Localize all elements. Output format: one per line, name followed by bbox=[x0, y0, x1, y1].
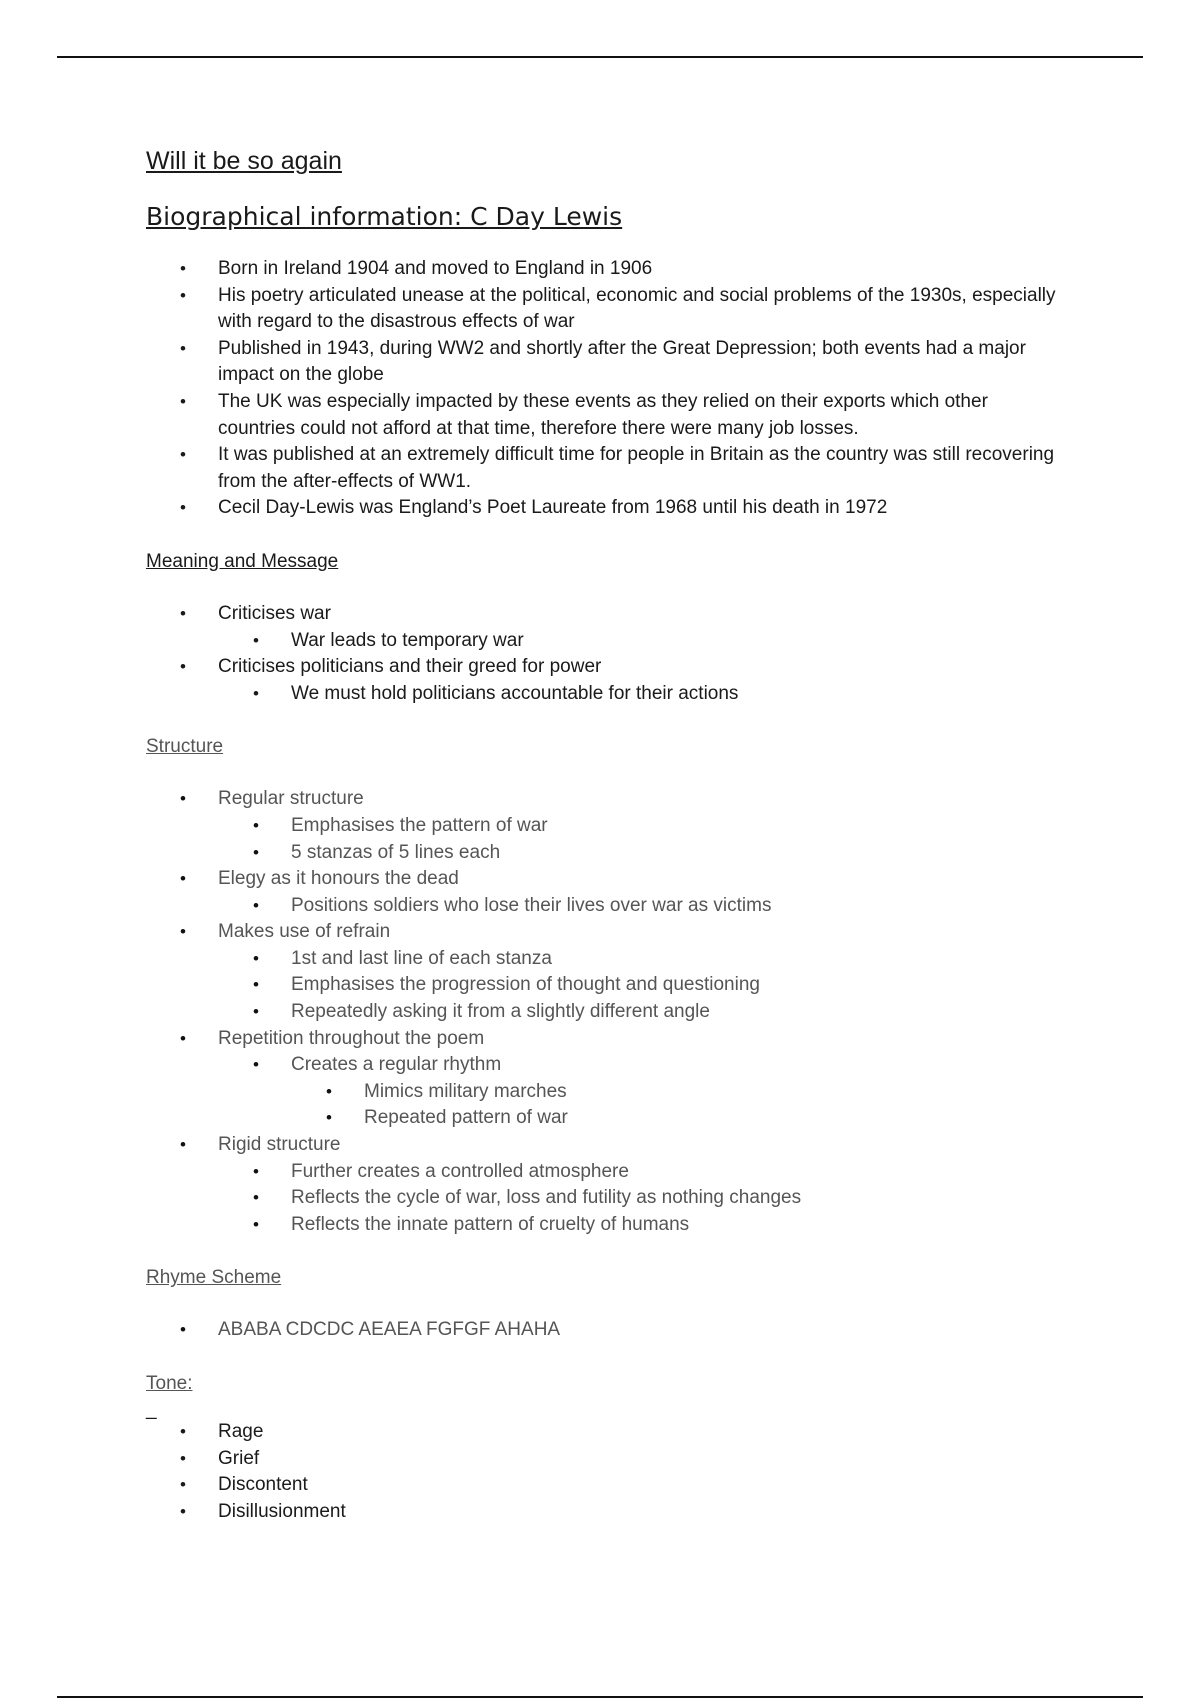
list-item: • Creates a regular rhythm bbox=[146, 1052, 1066, 1079]
list-item: • Reflects the cycle of war, loss and futility as nothing changes bbox=[146, 1185, 1066, 1212]
rhyme-list bbox=[146, 1317, 1066, 1344]
list-item: • Emphasises the pattern of war bbox=[146, 813, 1066, 840]
header-rule bbox=[57, 56, 1143, 58]
poem-title: Will it be so again bbox=[146, 147, 342, 175]
structure-list bbox=[146, 786, 1066, 1238]
document-body bbox=[146, 144, 1066, 1525]
meaning-list bbox=[146, 601, 1066, 707]
bio-heading: Biographical information: C Day Lewis bbox=[146, 202, 623, 231]
list-item: • Criticises war bbox=[146, 601, 1066, 628]
list-item: • We must hold politicians accountable for their actions bbox=[146, 681, 1066, 708]
list-item: • Cecil Day-Lewis was England’s Poet Laureate from 1968 until his death in 1972 bbox=[146, 495, 1066, 522]
list-item: • 1st and last line of each stanza bbox=[146, 946, 1066, 973]
list-item: • War leads to temporary war bbox=[146, 628, 1066, 655]
tone-dash: _ bbox=[146, 1399, 157, 1420]
structure-heading: Structure bbox=[146, 736, 224, 758]
list-item: • His poetry articulated unease at the political, economic and social problems of the 1930s, especially with regard to the disastrous effects of war bbox=[146, 283, 1066, 336]
list-item: • Makes use of refrain bbox=[146, 919, 1066, 946]
list-item: • Published in 1943, during WW2 and shortly after the Great Depression; both events had a major impact on the globe bbox=[146, 336, 1066, 389]
list-item: • Regular structure bbox=[146, 786, 1066, 813]
list-item: • Mimics military marches bbox=[146, 1079, 1066, 1106]
list-item: • Positions soldiers who lose their lives over war as victims bbox=[146, 893, 1066, 920]
list-item: • Disillusionment bbox=[146, 1499, 1066, 1526]
list-item: • The UK was especially impacted by these events as they relied on their exports which other countries could not afford at that time, therefore there were many job losses. bbox=[146, 389, 1066, 442]
list-item: • Discontent bbox=[146, 1472, 1066, 1499]
list-item: • Rigid structure bbox=[146, 1132, 1066, 1159]
list-item: • Repetition throughout the poem bbox=[146, 1026, 1066, 1053]
list-item: • 5 stanzas of 5 lines each bbox=[146, 840, 1066, 867]
rhyme-heading: Rhyme Scheme bbox=[146, 1267, 282, 1289]
list-item: • Reflects the innate pattern of cruelty of humans bbox=[146, 1212, 1066, 1239]
list-item: • Further creates a controlled atmosphere bbox=[146, 1159, 1066, 1186]
list-item: • Emphasises the progression of thought and questioning bbox=[146, 972, 1066, 999]
list-item: • Born in Ireland 1904 and moved to England in 1906 bbox=[146, 256, 1066, 283]
tone-heading: Tone: bbox=[146, 1373, 193, 1394]
list-item: • ABABA CDCDC AEAEA FGFGF AHAHA bbox=[146, 1317, 1066, 1344]
list-item: • It was published at an extremely difficult time for people in Britain as the country was still recovering from the after-effects of WW1. bbox=[146, 442, 1066, 495]
list-item: • Criticises politicians and their greed for power bbox=[146, 654, 1066, 681]
list-item: • Repeated pattern of war bbox=[146, 1105, 1066, 1132]
tone-list bbox=[146, 1419, 1066, 1525]
list-item: • Repeatedly asking it from a slightly different angle bbox=[146, 999, 1066, 1026]
bio-list bbox=[146, 256, 1066, 522]
list-item: • Elegy as it honours the dead bbox=[146, 866, 1066, 893]
list-item: • Grief bbox=[146, 1446, 1066, 1473]
footer-rule bbox=[57, 1696, 1143, 1698]
meaning-heading: Meaning and Message bbox=[146, 550, 339, 572]
list-item: • Rage bbox=[146, 1419, 1066, 1446]
